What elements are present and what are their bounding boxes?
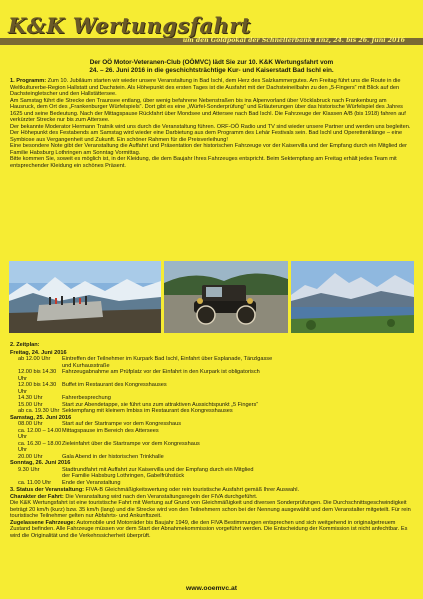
schedule-desc: der Familie Habsburg Lothringen, Gabelfrühstück: [62, 473, 185, 479]
program-text: Zum 10. Jubiläum starten wir wieder unsere Veranstaltung in Bad Ischl, dem Herz des Salzkammergutes. Am Freitag führt uns die Route in die Weltkulturerbe-Region Hallstatt und Dachstein. Als Höhepunkt des ersten Tages ist die Ausfahrt mit der Dachsteineilbahn zu den „5-Fingers“ mit Blick auf den Dachsteingletscher und den Hallstättersee.: [10, 78, 401, 97]
schedule-desc: Mittagspause im Bereich des Attersees: [62, 427, 159, 434]
schedule-time: ca. 11.00 Uhr: [18, 479, 52, 486]
schedule-time: 9.30 Uhr: [18, 466, 40, 473]
schedule-desc: Gala Abend in der historischen Trinkhalle: [62, 453, 164, 460]
schedule-desc: Fahrzeugabnahme am Prüfplatz vor der Einfahrt in den Kurpark ist obligatorisch: [62, 369, 260, 375]
program-paragraph: Der bekannte Moderator Hermann Tratnik wird uns durch die Veranstaltung führen. ORF-OÖ Radio und TV sind wieder unsere Partner und werden uns begleiten. Der Höhepunkt des Festabends am Samstag wird wieder eine Darbietung aus dem Programm des Lehár Festivals sein. Bad Ischl und Operettenklänge – eine Symbiose aus Vergangenheit und Zukunft. Ein schöner Rahmen für die Preisverleihung!: [10, 123, 411, 143]
intro-line: Der OÖ Motor-Veteranen-Club (OÖMVC) lädt Sie zur 10. K&K Wertungsfahrt vom: [89, 59, 334, 66]
intro: [40, 59, 383, 75]
schedule-desc: Ende der Veranstaltung: [62, 479, 121, 486]
schedule-time: 20.00 Uhr: [18, 453, 43, 460]
program-paragraph: [10, 78, 413, 98]
event-logo: K&K Wertungsfahrt: [8, 13, 251, 38]
schedule-desc: Fahrerbesprechung: [62, 395, 111, 401]
program-section: [10, 78, 413, 169]
schedule-time: 12.00 bis 14.30 Uhr: [18, 369, 57, 382]
website-link[interactable]: www.ooemvc.at: [185, 585, 238, 592]
schedule-time: 15.00 Uhr: [18, 401, 43, 408]
character-heading: Charakter der Fahrt:: [10, 493, 64, 500]
schedule-row: [10, 382, 413, 395]
schedule-desc: Zieleinfahrt über die Startrampe vor dem Kongresshaus: [62, 440, 200, 447]
program-paragraph: Bitte kommen Sie, soweit es möglich ist, in der Kleidung, die dem Baujahr Ihres Fahrzeuges entspricht. Beim Sektempfang am Freitag erhält jedes Team mit entsprechender Kleidung ein schönes Präsent.: [10, 156, 397, 169]
lake-mountains-photo: [291, 261, 414, 333]
schedule-time: 14.30 Uhr: [18, 395, 43, 401]
schedule-row: [10, 441, 413, 454]
vehicles-heading: Zugelassene Fahrzeuge:: [10, 519, 76, 526]
schedule-row: [10, 454, 413, 461]
mountain-viewpoint-photo: [9, 261, 161, 333]
intro-line: 24. – 26. Juni 2016 in die geschichtsträchtige Kur- und Kaiserstadt Bad Ischl ein.: [89, 67, 334, 74]
day-title: Freitag, 24. Juni 2016: [10, 349, 67, 356]
program-heading: 1. Programm:: [10, 78, 47, 84]
program-paragraph: Am Samstag führt die Strecke den Traunsee entlang, über wenig befahrene Nebenstraßen bis ins Alpenvorland über Vöcklabruck nach Frankenburg am Hausruck, dem Ort des „Frankenburger Würfelspiels“. Dort gibt es eine „Würfel-Sonderprüfung“ und Erläuterungen über das historische Würfelspiel des Jahres 1625 und seine Bedeutung. Nach der Mittagspause Rückfahrt über Mondsee und Attersee nach Bad Ischl. Die Fahrzeuge der Klassen A/B (bis 1918) fahren auf verkürzter Strecke nur bis zum Attersee.: [10, 97, 406, 123]
character-text: Die Veranstaltung wird nach den Veranstaltungsregeln der FIVA durchgeführt.: [63, 493, 258, 500]
schedule-row: [10, 428, 413, 441]
schedule-time: ab 12.00 Uhr: [18, 356, 51, 362]
vintage-car-photo: [164, 261, 288, 333]
schedule-row: [10, 369, 413, 382]
schedule-time: ca. 16.30 – 18.00 Uhr: [18, 440, 62, 453]
schedule-row: [10, 480, 413, 487]
rules-paragraph: Die K&K Wertungsfahrt ist eine touristische Fahrt mit Wertung auf Grund von Gleichmäßigkeit und diversen Sonderprüfungen. Die Durchschnittsgeschwindigkeit beträgt 20 km/h (kurz) bzw. 35 km/h (lang) und die Strecke wird von den Teilnehmern schon bei der Nennung ausgewählt und dem Veranstalter mitgeteilt. Für rein touristische Teilnehmer gelten nur Abfahrts- und Ankunftszeit.: [10, 500, 411, 519]
schedule-time: ca. 12.00 – 14.00 Uhr: [18, 427, 62, 440]
day-title: Samstag, 25. Juni 2016: [10, 414, 72, 421]
schedule-time: 12.00 bis 14.30 Uhr: [18, 382, 57, 395]
photo-strip: [9, 261, 414, 333]
status-text: FIVA-B Gleichmäßigkeitswertung oder rein touristische Ausfahrt gemäß Ihrer Auswahl.: [83, 487, 300, 493]
schedule-time: 08.00 Uhr: [18, 421, 43, 427]
header-band: [0, 38, 423, 45]
status-heading: 3. Status der Veranstaltung:: [10, 487, 84, 493]
vehicles-text: Automobile und Motorräder bis Baujahr 1949, die den FIVA Bestimmungen entsprechen und sich weitgehend in originalgetreuem Zustand befinden. Alle Fahrzeuge müssen vor dem Start der Abnahmekommission vorgeführt werden. Die Entscheidung der Kommission ist nicht anfechtbar. Es wird die Originalität und die Verkehrssicherheit überprüft.: [10, 519, 408, 539]
status-section: [10, 487, 413, 539]
schedule-desc: Start zur Abendetappe, sie führt uns zum attraktiven Aussichtspunkt „5 Fingers“: [62, 401, 259, 408]
schedule-section: [10, 342, 413, 486]
schedule-desc: und Kurhausstraße: [62, 362, 110, 369]
schedule-desc: Buffet im Restaurant des Kongresshauses: [62, 382, 167, 388]
program-paragraph: Eine besondere Note gibt der Veranstaltung die Auffahrt und Präsentation der historischen Fahrzeuge vor der Kaiservilla und der Empfang durch ein Mitglied der Familie Habsburg Lothringen am Sonntag Vormittag.: [10, 143, 407, 156]
schedule-heading: 2. Zeitplan:: [10, 342, 40, 348]
schedule-row: [10, 408, 413, 415]
schedule-desc: Start auf der Startrampe vor dem Kongresshaus: [62, 421, 182, 427]
vehicles-paragraph: [10, 520, 413, 540]
schedule-desc: Stadtrundfahrt mit Auffahrt zur Kaiservilla und der Empfang durch ein Mitglied: [62, 466, 254, 473]
schedule-desc: Eintreffen der Teilnehmer im Kurpark Bad Ischl, Einfahrt über Esplanade, Tänzlgasse: [62, 356, 273, 362]
header: [0, 0, 423, 52]
day-title: Sonntag, 26. Juni 2016: [10, 460, 71, 466]
header-band-text: um den Goldpokal der Schnellerbank Linz, 24. bis 26. Juni 2016: [182, 37, 405, 44]
schedule-desc: Sektempfang mit kleinem Imbiss im Restaurant des Kongresshauses: [62, 408, 233, 414]
schedule-time: ab ca. 19.30 Uhr: [18, 408, 60, 414]
